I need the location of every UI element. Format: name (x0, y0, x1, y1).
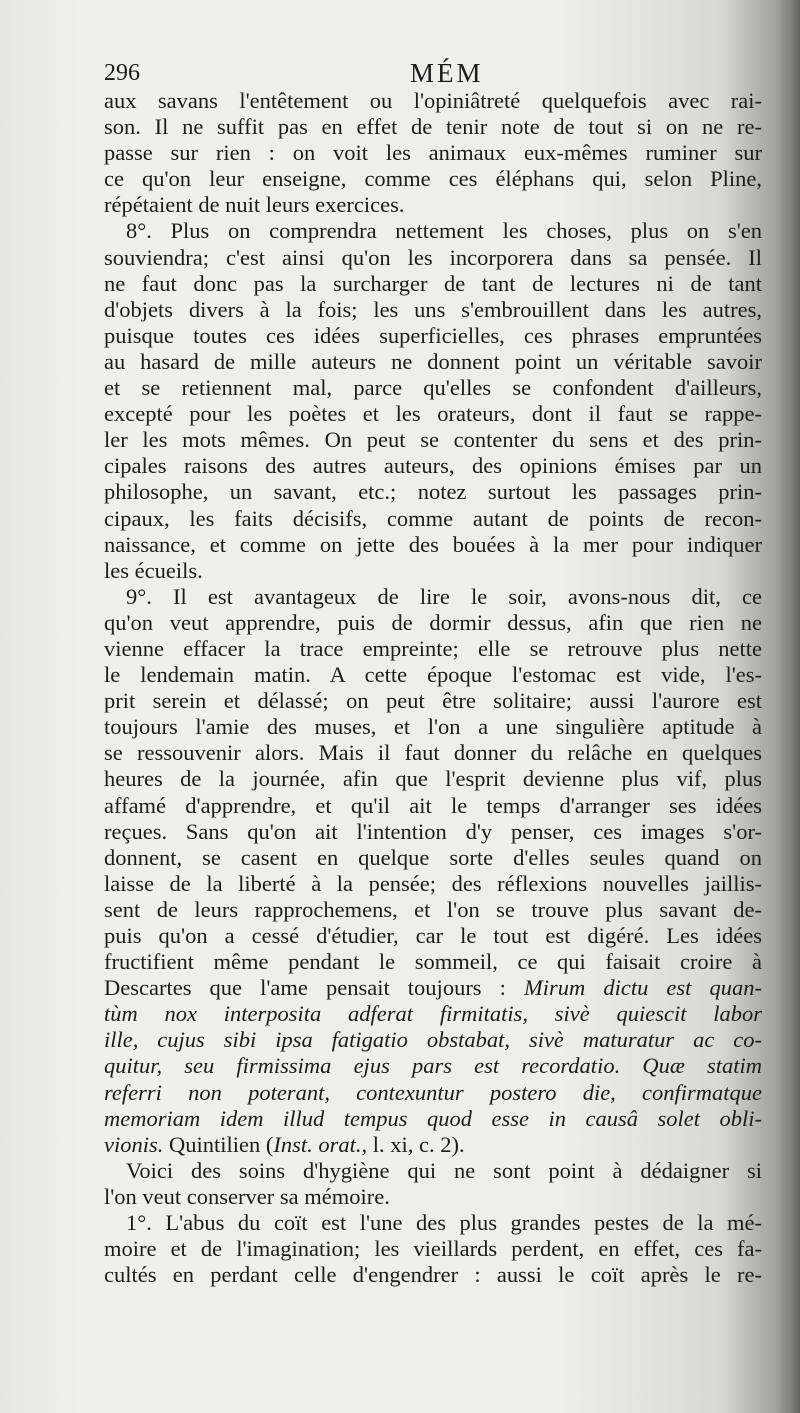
text-line: cipales raisons des autres auteurs, des opinions émises par un (104, 453, 762, 479)
text-line (104, 975, 762, 1001)
text-line: moire et de l'imagination; les vieillards perdent, en effet, ces fa- (104, 1236, 762, 1262)
text-line: qu'on veut apprendre, puis de dormir dessus, afin que rien ne (104, 609, 762, 635)
text-line: d'objets divers à la fois; les uns s'embrouillent dans les autres, (104, 296, 762, 322)
text-line: philosophe, un savant, etc.; notez surtout les passages prin- (104, 479, 762, 505)
text-line: prit serein et délassé; on peut être solitaire; aussi l'aurore est (104, 688, 762, 714)
page-edge-shadow (778, 0, 800, 1413)
text-line: ce qu'on leur enseigne, comme ces éléphans qui, selon Pline, (104, 166, 762, 192)
page-number: 296 (104, 60, 140, 86)
text-line: les écueils. (104, 557, 203, 583)
text-line (104, 1132, 762, 1158)
text-line: Voici des soins d'hygiène qui ne sont point à dédaigner si (126, 1157, 762, 1183)
running-head: MÉM (410, 58, 484, 88)
text-line: vienne effacer la trace empreinte; elle se retrouve plus nette (104, 635, 762, 661)
italic-text: referri non poterant, contexuntur postero die, confirmatque (104, 1079, 762, 1105)
text-segment: Quintilien ( (163, 1131, 274, 1157)
text-line: puisque toutes ces idées superficielles, ces phrases empruntées (104, 322, 762, 348)
text-line: cipaux, les faits décisifs, comme autant de points de recon- (104, 505, 762, 531)
page-header (104, 58, 764, 92)
text-line: souviendra; c'est ainsi qu'on les incorporera dans sa pensée. Il (104, 244, 762, 270)
italic-text: vionis. (104, 1131, 164, 1157)
text-line (104, 1106, 762, 1132)
text-line: heures de la journée, afin que l'esprit devienne plus vif, plus (104, 766, 762, 792)
text-line: répétaient de nuit leurs exercices. (104, 192, 405, 218)
text-line: et se retiennent mal, parce qu'elles se confondent d'ailleurs, (104, 375, 762, 401)
italic-text: Inst. orat. (273, 1131, 362, 1157)
text-line: cultés en perdant celle d'engendrer : aussi le coït après le re- (104, 1262, 762, 1288)
text-line: ne faut donc pas la surcharger de tant de lectures ni de tant (104, 270, 762, 296)
italic-text: tùm nox interposita adferat firmitatis, sivè quiescit labor (104, 1001, 762, 1027)
text-line: affamé d'apprendre, et qu'il ait le temps d'arranger ses idées (104, 792, 762, 818)
text-line: le lendemain matin. A cette époque l'estomac est vide, l'es- (104, 662, 762, 688)
text-line (104, 1001, 762, 1027)
text-line: puis qu'on a cessé d'étudier, car le tout est digéré. Les idées (104, 923, 762, 948)
text-line: l'on veut conserver sa mémoire. (104, 1183, 390, 1209)
text-line: son. Il ne suffit pas en effet de tenir note de tout si on ne re- (104, 114, 762, 140)
text-line: au hasard de mille auteurs ne donnent point un véritable savoir (104, 348, 762, 374)
text-line: toujours l'amie des muses, et l'on a une singulière aptitude à (104, 714, 762, 740)
italic-text: Mirum dictu est quan- (524, 975, 762, 1001)
text-line: 1°. L'abus du coït est l'une des plus grandes pestes de la mé- (126, 1210, 762, 1236)
text-segment: , l. xi, c. 2). (361, 1131, 465, 1157)
text-line: se ressouvenir alors. Mais il faut donner du relâche en quelques (104, 740, 762, 766)
text-line: passe sur rien : on voit les animaux eux-mêmes ruminer sur (104, 140, 762, 166)
text-line: 9°. Il est avantageux de lire le soir, avons-nous dit, ce (126, 583, 762, 609)
text-line: 8°. Plus on comprendra nettement les choses, plus on s'en (126, 218, 762, 244)
text-line: fructifient même pendant le sommeil, ce qui faisait croire à (104, 949, 762, 975)
italic-text: ille, cujus sibi ipsa fatigatio obstabat, sivè maturatur ac co- (104, 1027, 762, 1053)
text-line (104, 1080, 762, 1106)
text-line: aux savans l'entêtement ou l'opiniâtreté quelquefois avec rai- (104, 88, 762, 113)
text-line: naissance, et comme on jette des bouées à la mer pour indiquer (104, 531, 762, 557)
italic-text: quitur, seu firmissima ejus pars est recordatio. Quæ statim (104, 1053, 762, 1079)
text-line: excepté pour les poètes et les orateurs, dont il faut se rappe- (104, 401, 762, 427)
text-segment: Descartes que l'ame pensait toujours : (104, 975, 524, 1001)
text-line (104, 1027, 762, 1053)
text-line: reçues. Sans qu'on ait l'intention d'y penser, ces images s'or- (104, 818, 762, 844)
italic-text: memoriam idem illud tempus quod esse in causâ solet obli- (104, 1105, 762, 1131)
text-line: ler les mots mêmes. On peut se contenter du sens et des prin- (104, 427, 762, 453)
text-line: sent de leurs rapprochemens, et l'on se trouve plus savant de- (104, 896, 762, 922)
text-line (104, 1053, 762, 1079)
body-text (104, 88, 762, 1288)
text-line: laisse de la liberté à la pensée; des réflexions nouvelles jaillis- (104, 870, 762, 896)
text-line: donnent, se casent en quelque sorte d'elles seules quand on (104, 844, 762, 870)
